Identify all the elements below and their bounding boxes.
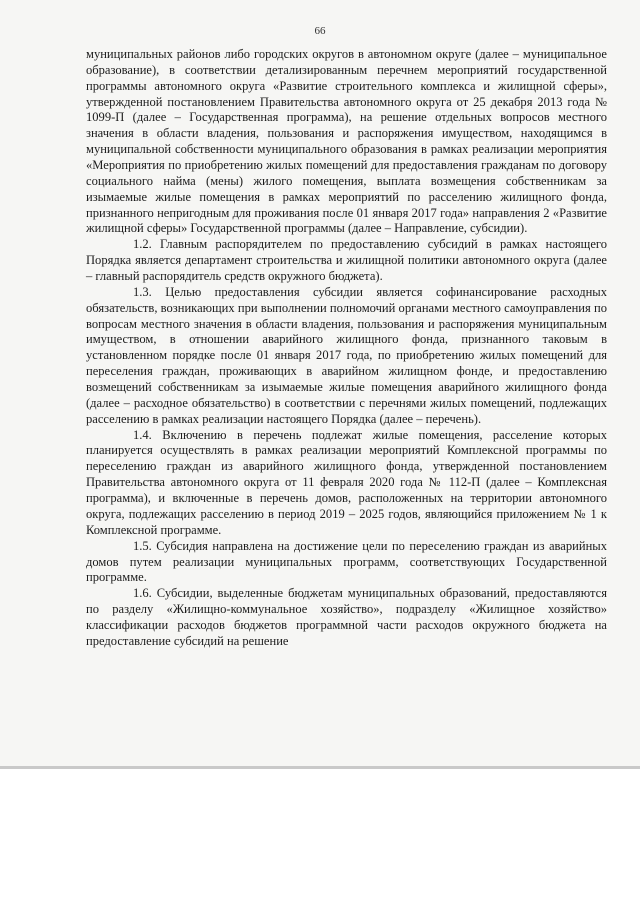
paragraph-1-4: 1.4. Включению в перечень подлежат жилые помещения, расселение которых планируется осуществлять в рамках реализации мероприятий Комплексной программы по переселению граждан из аварийного жилищного фонда, утвержденной постановлением Правительства автономного округа от 11 февраля 2020 года № 112-П (далее – Комплексная программа), и включенные в перечень домов, расположенных на территории автономного округа, подлежащих расселению в период 2019 – 2025 годов, являющийся приложением № 1 к Комплексной программе.	[86, 427, 607, 537]
page-number: 66	[314, 25, 326, 37]
document-body	[86, 47, 607, 650]
scan-edge-divider	[0, 766, 640, 769]
paragraph-1-2: 1.2. Главным распорядителем по предоставлению субсидий в рамках настоящего Порядка является департамент строительства и жилищной политики автономного округа (далее – главный распорядитель средств окружного бюджета).	[86, 237, 607, 284]
paragraph-1-3: 1.3. Целью предоставления субсидии является софинансирование расходных обязательств, возникающих при выполнении полномочий органами местного самоуправления по вопросам местного значения в области владения, пользования и распоряжения муниципальным имуществом, в отношении аварийного жилищного фонда, признанного таковым в установленном порядке после 01 января 2017 года, по приобретению жилых помещений для переселения граждан, проживающих в аварийном жилищном фонде, и предоставлению возмещений собственникам за изымаемые жилые помещения аварийного жилищного фонда (далее – расходное обязательство) в соответствии с перечнями жилых помещений, подлежащих расселению в рамках реализации настоящего Порядка (далее – перечень).	[86, 284, 607, 426]
paragraph-1-6: 1.6. Субсидии, выделенные бюджетам муниципальных образований, предоставляются по разделу «Жилищно-коммунальное хозяйство», подразделу «Жилищное хозяйство» классификации расходов бюджетов программной части расходов окружного бюджета на предоставление субсидий на решение	[86, 586, 607, 648]
paragraph-1-5: 1.5. Субсидия направлена на достижение цели по переселению граждан из аварийных домов путем реализации муниципальных программ, соответствующих Государственной программе.	[86, 538, 607, 585]
paragraph-intro: муниципальных районов либо городских округов в автономном округе (далее – муниципальное образование), в соответствии детализированным перечнем мероприятий государственной программы автономного округа «Развитие строительного комплекса и жилищной сферы», утвержденной постановлением Правительства автономного округа от 25 декабря 2013 года № 1099-П (далее – Государственная программа), на решение отдельных вопросов местного значения в области владения, пользования и распоряжения имуществом, находящимся в муниципальной собственности муниципального образования в рамках реализации мероприятия «Мероприятия по приобретению жилых помещений для предоставления гражданам по договору социального найма (мены) жилого помещения, выплата возмещения собственникам за изымаемые жилые помещения в рамках мероприятий по расселению жилищного фонда, признанного непригодным для проживания после 01 января 2017 года» направления 2 «Развитие жилищной сферы» Государственной программы (далее – Направление, субсидии).	[86, 47, 607, 236]
